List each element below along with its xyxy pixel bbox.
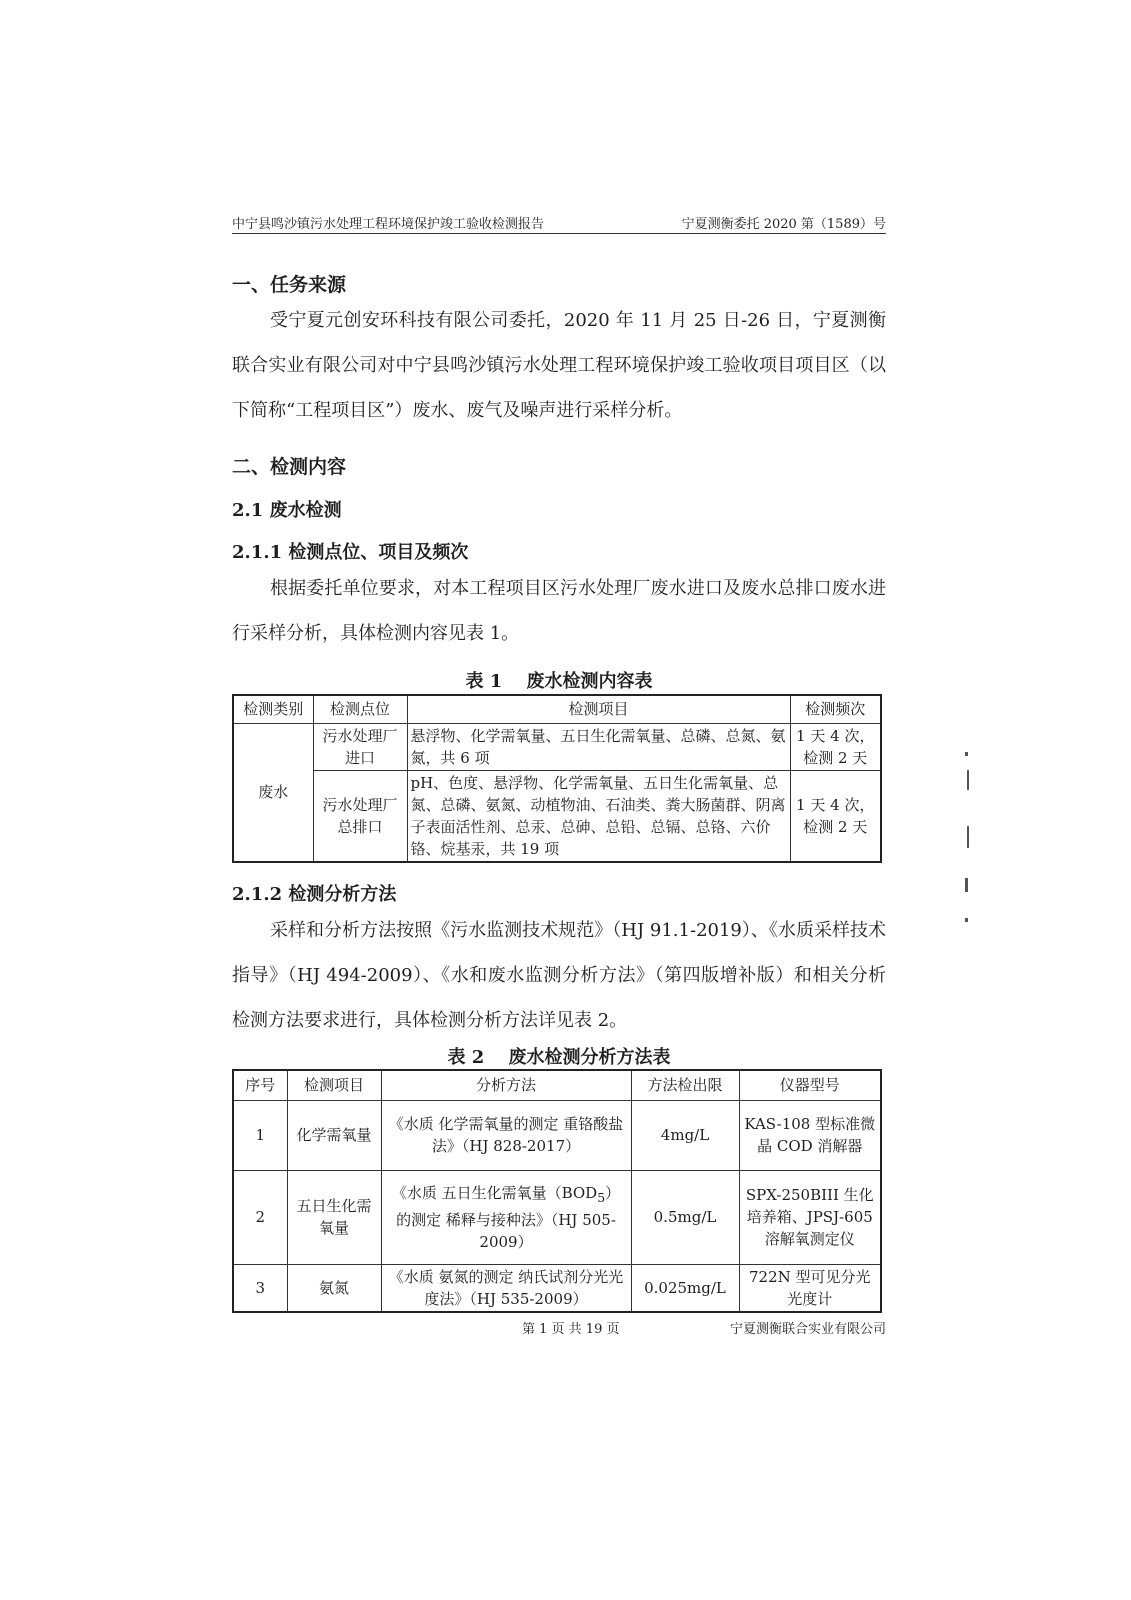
scan-mark: [967, 826, 969, 848]
section-1-title: 一、任务来源: [232, 274, 347, 296]
table-2-header-no: 序号: [233, 1070, 287, 1100]
table-1-category-cell: 废水: [233, 723, 313, 862]
table-2-no-cell: 1: [233, 1100, 287, 1170]
method-text-pre: 《水质 五日生化需氧量（BOD: [391, 1183, 598, 1202]
section-1-paragraph: 受宁夏元创安环科技有限公司委托，2020 年 11 月 25 日-26 日，宁夏测衡联合实业有限公司对中宁县鸣沙镇污水处理工程环境保护竣工验收项目项目区（以下简称“工程项目区”）废水、废气及噪声进行采样分析。: [232, 310, 886, 421]
table-2-instrument-cell: KAS-108 型标准微晶 COD 消解器: [739, 1100, 881, 1170]
table-1-items-cell: pH、色度、悬浮物、化学需氧量、五日生化需氧量、总氮、总磷、氨氮、动植物油、石油类、粪大肠菌群、阴离子表面活性剂、总汞、总砷、总铅、总镉、总铬、六价铬、烷基汞，共 19 项: [407, 770, 790, 862]
table-1-frequency-cell: 1 天 4 次，检测 2 天: [790, 723, 881, 770]
table-2-limit-cell: 0.5mg/L: [631, 1170, 739, 1264]
table-2-method-cell: [381, 1170, 631, 1264]
table-2-no-cell: 2: [233, 1170, 287, 1264]
table-2-limit-cell: 0.025mg/L: [631, 1264, 739, 1312]
header-report-title: 中宁县鸣沙镇污水处理工程环境保护竣工验收检测报告: [232, 217, 545, 232]
table-2: [232, 1069, 882, 1313]
table-2-limit-cell: 4mg/L: [631, 1100, 739, 1170]
table-row: [233, 1100, 881, 1170]
table-2-item-cell: 化学需氧量: [287, 1100, 381, 1170]
scan-mark: [967, 770, 969, 790]
method-subscript: 5: [597, 1189, 606, 1205]
table-1: [232, 694, 882, 863]
table-2-instrument-cell: 722N 型可见分光光度计: [739, 1264, 881, 1312]
section-2-1-2-paragraph: 采样和分析方法按照《污水监测技术规范》（HJ 91.1-2019）、《水质采样技术指导》（HJ 494-2009）、《水和废水监测分析方法》（第四版增补版）和相关分析检测方法要求进行，具体检测分析方法详见表 2。: [232, 920, 886, 1031]
section-2-1-1-title: 2.1.1 检测点位、项目及频次: [232, 542, 469, 563]
table-1-header-category: 检测类别: [233, 695, 313, 723]
footer-company: 宁夏测衡联合实业有限公司: [729, 1322, 886, 1337]
method-text-post: ）的测定 稀释与接种法》（HJ 505-2009）: [396, 1183, 621, 1251]
table-row: [233, 770, 881, 862]
table-1-point-cell: 污水处理厂总排口: [313, 770, 407, 862]
table-2-header-row: [233, 1070, 881, 1100]
table-2-header-limit: 方法检出限: [631, 1070, 739, 1100]
table-2-instrument-cell: SPX-250BIII 生化培养箱、JPSJ-605 溶解氧测定仪: [739, 1170, 881, 1264]
table-1-header-point: 检测点位: [313, 695, 407, 723]
section-2-1-title: 2.1 废水检测: [232, 500, 342, 521]
scan-mark: [965, 918, 968, 922]
table-1-header-items: 检测项目: [407, 695, 790, 723]
page-header: [232, 211, 886, 234]
table-2-header-instrument: 仪器型号: [739, 1070, 881, 1100]
table-2-header-item: 检测项目: [287, 1070, 381, 1100]
header-report-number: 宁夏测衡委托 2020 第（1589）号: [681, 217, 886, 232]
table-row: [233, 1170, 881, 1264]
table-2-method-cell: 《水质 化学需氧量的测定 重铬酸盐法》（HJ 828-2017）: [381, 1100, 631, 1170]
section-2-title: 二、检测内容: [232, 456, 347, 478]
footer-page-number: 第 1 页 共 19 页: [522, 1322, 620, 1337]
table-1-header-frequency: 检测频次: [790, 695, 881, 723]
table-1-header-row: [233, 695, 881, 723]
table-2-item-cell: 五日生化需氧量: [287, 1170, 381, 1264]
scan-mark: [965, 878, 968, 892]
table-2-item-cell: 氨氮: [287, 1264, 381, 1312]
table-2-caption: 表 2 废水检测分析方法表: [447, 1047, 671, 1068]
table-2-header-method: 分析方法: [381, 1070, 631, 1100]
section-2-1-1-paragraph: 根据委托单位要求，对本工程项目区污水处理厂废水进口及废水总排口废水进行采样分析，具体检测内容见表 1。: [232, 578, 886, 644]
table-row: [233, 723, 881, 770]
table-1-caption: 表 1 废水检测内容表: [465, 671, 653, 692]
section-2-1-2-title: 2.1.2 检测分析方法: [232, 884, 397, 905]
table-2-method-cell: 《水质 氨氮的测定 纳氏试剂分光光度法》（HJ 535-2009）: [381, 1264, 631, 1312]
table-1-items-cell: 悬浮物、化学需氧量、五日生化需氧量、总磷、总氮、氨氮，共 6 项: [407, 723, 790, 770]
table-1-frequency-cell: 1 天 4 次，检测 2 天: [790, 770, 881, 862]
table-2-no-cell: 3: [233, 1264, 287, 1312]
scan-mark: [965, 752, 968, 756]
table-row: [233, 1264, 881, 1312]
table-1-point-cell: 污水处理厂进口: [313, 723, 407, 770]
